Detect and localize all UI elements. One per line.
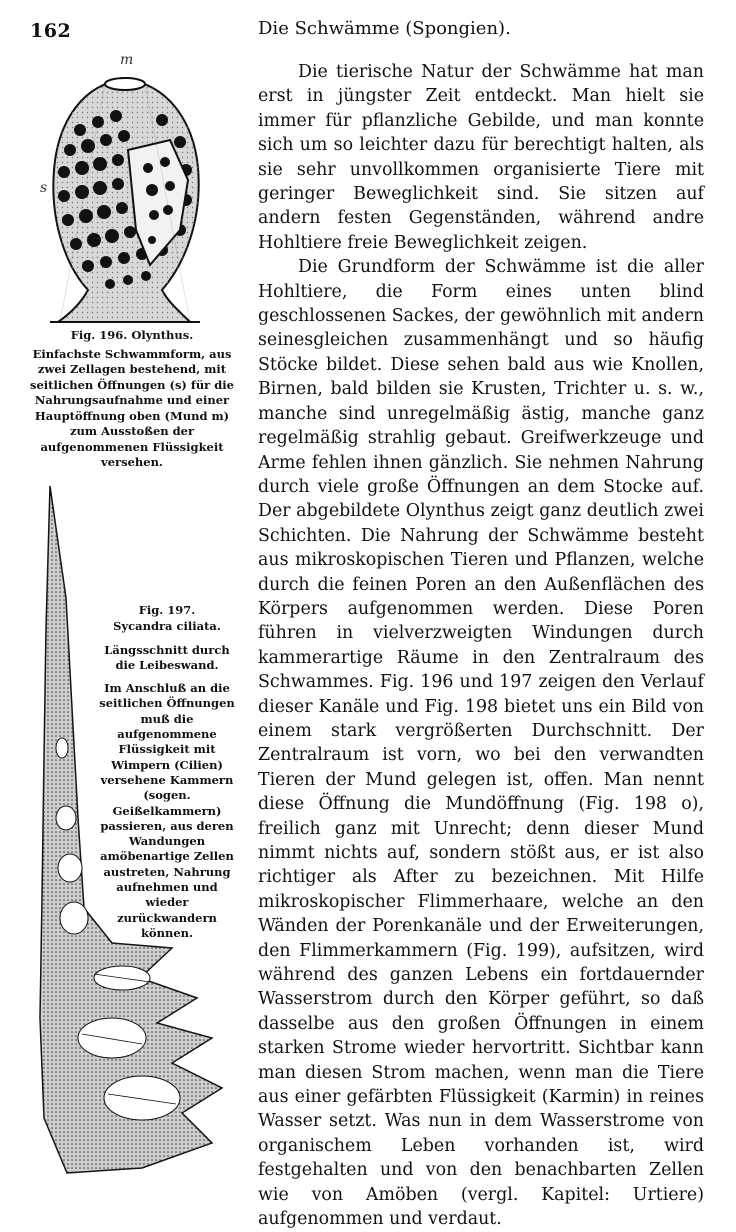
body-text [258,60,704,1232]
figure-197-subtitle: Längsschnitt durch die Leibeswand. [104,642,230,672]
figure-197-caption [96,603,238,941]
paragraph: Die tierische Natur der Schwämme hat man erst in jüngster Zeit entdeckt. Man hielt sie immer für pflanzliche Gebilde, und man konnte sich um so leichter dazu für berechtigt halten, als sie sehr unvollkommen organisierte Tiere mit geringer Beweglichkeit sind. Sie sitzen auf andern festen Gegenständen, während andre Hohltiere freie Beweglichkeit zeigen. [258,62,704,253]
olynthus-illustration [40,50,210,335]
figure-196-title: Fig. 196. Olynthus. [70,328,194,342]
running-head: Die Schwämme (Spongien). [258,18,511,39]
label-s: s [40,180,48,196]
figure-197-species: Sycandra ciliata. [113,619,221,634]
label-m: m [120,52,134,68]
figure-196 [40,50,210,335]
figure-197-title: Fig. 197. [138,603,196,617]
figure-196-caption [26,328,238,471]
paragraph: Die Grundform der Schwämme ist die aller Hohltiere, die Form eines unten blind geschlossenen Sackes, der gewöhnlich mit andern seinesgleichen zusammenhängt und so häufig Stöcke bildet. Diese sehen bald aus wie Knollen, Birnen, bald bilden sie Krusten, Trichter u. s. w., manche sind unregelmäßig ästig, manche ganz regelmäßig strahlig gebaut. Greifwerkzeuge und Arme fehlen ihnen gänzlich. Sie nehmen Nahrung durch viele große Öffnungen an dem Stocke auf. Der abgebildete Olynthus zeigt ganz deutlich zwei Schichten. Die Nahrung der Schwämme besteht aus mikroskopischen Tieren und Pflanzen, welche durch die feinen Poren an den Außenflächen des Körpers aufgenommen werden. Diese Poren führen in vielverzweigten Windungen durch kammerartige Räume in den Zentralraum des Schwammes. Fig. 196 und 197 zeigen den Verlauf dieser Kanäle und Fig. 198 bietet uns ein Bild von einem stark vergrößerten Durchschnitt. Der Zentralraum ist vorn, wo bei den verwandten Tieren der Mund gelegen ist, offen. Man nennt diese Öffnung die Mundöffnung (Fig. 198 o), freilich ganz mit Unrecht; denn dieser Mund nimmt nichts auf, sondern stößt aus, er ist also richtiger als After zu bezeichnen. Mit Hilfe mikroskopischer Flimmerhaare, welche an den Wänden der Porenkanäle und der Erweiterungen, den Flimmerkammern (Fig. 199), aufsitzen, wird während des ganzen Lebens ein fortdauernder Wasserstrom durch den Körper geführt, so daß dasselbe aus den großen Öffnungen in einem starken Strome wieder hervortritt. Sichtbar kann man diesen Strom machen, wenn man die Tiere aus einer gefärbten Flüssigkeit (Karmin) in reines Wasser setzt. Was nun in dem Wasserstrome von organischem Leben vorhanden ist, wird festgehalten und von den benachbarten Zellen wie von Amöben (vergl. Kapitel: Urtiere) aufgenommen und verdaut. [258,257,704,1230]
figure-196-description: Einfachste Schwammform, aus zwei Zellagen bestehend, mit seitlichen Öffnungen (s) für die Nahrungsaufnahme und einer Hauptöffnung oben (Mund m) zum Ausstoßen der aufgenommenen Flüssigkeit versehen. [30,346,234,469]
page-number: 162 [30,20,72,42]
figure-197-description: Im Anschluß an die seitlichen Öffnungen muß die aufgenommene Flüssigkeit mit Wimpern (Cilien) versehene Kammern (sogen. Geißelkammern) passieren, aus deren Wandungen amöbenartige Zellen austreten, Nahrung aufnehmen und wieder zurückwandern können. [99,681,235,940]
